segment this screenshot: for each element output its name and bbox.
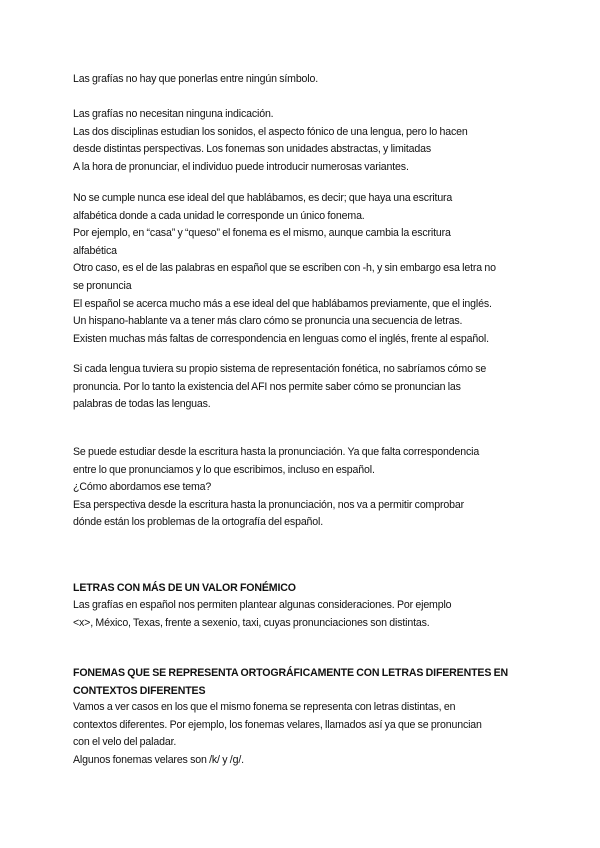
text-line: se pronuncia	[73, 279, 132, 292]
text-line: El español se acerca mucho más a ese ideal del que hablábamos previamente, que el inglés.	[73, 297, 492, 310]
heading-line: LETRAS CON MÁS DE UN VALOR FONÉMICO	[73, 582, 296, 594]
text-line: No se cumple nunca ese ideal del que hablábamos, es decir; que haya una escritura	[73, 192, 453, 204]
text-line: Otro caso, es el de las palabras en español que se escriben con -h, y sin embargo esa letra no	[73, 262, 496, 275]
text-line: entre lo que pronunciamos y lo que escribimos, incluso en español.	[73, 463, 375, 476]
text-line: palabras de todas las lenguas.	[73, 398, 211, 411]
paragraph-escritura-pronunciacion	[73, 444, 533, 532]
text-line: Esa perspectiva desde la escritura hasta la pronunciación, nos va a permitir comprobar	[73, 498, 464, 511]
section-heading-fonemas	[73, 665, 533, 700]
text-line: contextos diferentes. Por ejemplo, los fonemas velares, llamados así ya que se pronuncian	[73, 718, 482, 731]
heading-line: FONEMAS QUE SE REPRESENTA ORTOGRÁFICAMENTE CON LETRAS DIFERENTES EN	[73, 667, 509, 679]
paragraph-grafias-simbolo	[73, 71, 533, 89]
text-line: Un hispano-hablante va a tener más claro cómo se pronuncia una secuencia de letras.	[73, 315, 463, 328]
text-line: Las grafías en español nos permiten plantear algunas consideraciones. Por ejemplo	[73, 599, 452, 611]
text-line: <x>, México, Texas, frente a sexenio, taxi, cuyas pronunciaciones son distintas.	[73, 616, 430, 629]
text-line: Las grafías no hay que ponerlas entre ningún símbolo.	[73, 73, 319, 85]
text-line: desde distintas perspectivas. Los fonemas son unidades abstractas, y limitadas	[73, 143, 432, 156]
text-line: ¿Cómo abordamos ese tema?	[73, 481, 212, 494]
heading-line: CONTEXTOS DIFERENTES	[73, 684, 206, 697]
text-line: pronuncia. Por lo tanto la existencia del AFI nos permite saber cómo se pronuncian las	[73, 380, 461, 393]
section-heading-letras	[73, 580, 533, 598]
text-line: con el velo del paladar.	[73, 736, 177, 749]
text-line: Si cada lengua tuviera su propio sistema de representación fonética, no sabríamos cómo se	[73, 363, 487, 375]
text-line: Algunos fonemas velares son /k/ y /g/.	[73, 753, 244, 766]
text-line: dónde están los problemas de la ortografía del español.	[73, 516, 324, 529]
text-line: Existen muchas más faltas de correspondencia en lenguas como el inglés, frente al español.	[73, 332, 489, 345]
text-line: Las grafías no necesitan ninguna indicación.	[73, 108, 274, 120]
text-line: alfabética donde a cada unidad le corresponde un único fonema.	[73, 209, 365, 222]
paragraph-disciplinas	[73, 106, 533, 176]
text-line: Se puede estudiar desde la escritura hasta la pronunciación. Ya que falta correspondencia	[73, 446, 480, 458]
text-line: A la hora de pronunciar, el individuo puede introducir numerosas variantes.	[73, 160, 409, 173]
paragraph-grafias-espanol	[73, 597, 533, 632]
text-line: Vamos a ver casos en los que el mismo fonema se representa con letras distintas, en	[73, 701, 456, 713]
paragraph-fonemas-velares	[73, 699, 533, 769]
text-line: alfabética	[73, 244, 117, 257]
paragraph-afi	[73, 361, 533, 414]
paragraph-ideal-escritura	[73, 190, 533, 348]
text-line: Por ejemplo, en “casa” y “queso” el fonema es el mismo, aunque cambia la escritura	[73, 227, 451, 240]
text-line: Las dos disciplinas estudian los sonidos, el aspecto fónico de una lengua, pero lo hacen	[73, 125, 468, 138]
